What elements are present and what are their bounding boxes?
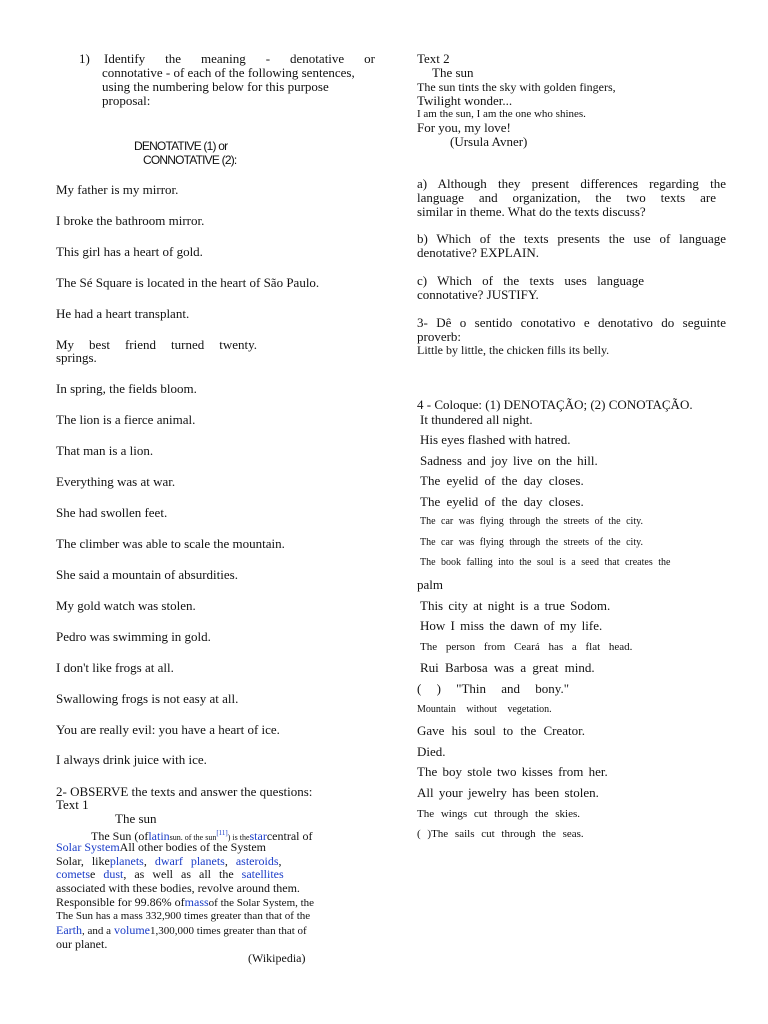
text-1-span: , — [224, 854, 228, 868]
question-a-text: language and organization, the two texts are — [417, 190, 716, 205]
text-1-title: The sun — [115, 811, 157, 826]
poem-author: (Ursula Avner) — [450, 134, 528, 149]
list-item: The eyelid of the day closes. — [420, 473, 584, 488]
list-item: How I miss the dawn of my life. — [420, 618, 603, 633]
list-item: Rui Barbosa was a great mind. — [420, 660, 595, 675]
question-3-text: proverb: — [417, 329, 462, 344]
sentence: She said a mountain of absurdities. — [56, 567, 238, 582]
poem-line: The sun tints the sky with golden fingers, — [417, 80, 616, 94]
sentence: I always drink juice with ice. — [56, 752, 207, 767]
poem-line: I am the sun, I am the one who shines. — [417, 108, 586, 120]
question-1-text: using the numbering below for this purpose — [102, 79, 329, 94]
question-1-text: Identify the meaning - denotative or — [104, 51, 375, 66]
volume-link[interactable]: volume — [114, 923, 151, 937]
question-4-heading: 4 - Coloque: (1) DENOTAÇÃO; (2) CONOTAÇÃO. — [417, 397, 693, 412]
text-1-span: of the Solar System, the — [208, 897, 315, 909]
list-item: The car was flying through the streets of the city. — [420, 516, 643, 527]
sentence: Pedro was swimming in gold. — [56, 629, 211, 644]
legend-connotative: CONNOTATIVE (2): — [143, 153, 237, 167]
text-1-span: , — [278, 854, 282, 868]
dust-link[interactable]: dust — [103, 867, 124, 881]
sentence: Swallowing frogs is not easy at all. — [56, 691, 239, 706]
poem-line: For you, my love! — [417, 120, 511, 135]
source-citation: (Wikipedia) — [248, 951, 306, 965]
text-1-span: , and a — [82, 925, 112, 937]
text-1-line — [56, 840, 266, 854]
question-b-text: b) Which of the texts presents the use of language — [417, 231, 726, 246]
text-1-line: associated with these bodies, revolve around them. — [56, 881, 300, 895]
sentence: The climber was able to scale the mountain. — [56, 536, 285, 551]
question-a-text: similar in theme. What do the texts discuss? — [417, 204, 646, 219]
list-item: ( )The sails cut through the seas. — [417, 828, 584, 840]
text-1-span: 1,300,000 times greater than that of — [150, 925, 307, 937]
question-1-text: connotative - of each of the following sentences, — [102, 65, 355, 80]
text-1-line: The Sun has a mass 332,900 times greater than that of the — [56, 910, 311, 922]
list-item: palm — [417, 577, 443, 592]
question-c-text: connotative? JUSTIFY. — [417, 287, 539, 302]
sentence: That man is a lion. — [56, 443, 154, 458]
sentence: Everything was at war. — [56, 474, 176, 489]
sentence: My father is my mirror. — [56, 182, 179, 197]
question-2-heading: 2- OBSERVE the texts and answer the questions: — [56, 784, 313, 799]
list-item: His eyes flashed with hatred. — [420, 432, 571, 447]
question-b-text: denotative? EXPLAIN. — [417, 245, 540, 260]
text-1-line — [56, 854, 281, 868]
legend-denotative: DENOTATIVE (1) or — [134, 139, 228, 153]
asteroids-link[interactable]: asteroids — [235, 854, 279, 868]
list-item: The eyelid of the day closes. — [420, 494, 584, 509]
text-1-span: , — [143, 854, 147, 868]
mass-link[interactable]: mass — [184, 895, 209, 909]
list-item: ( ) "Thin and bony." — [417, 681, 569, 696]
earth-link[interactable]: Earth — [56, 923, 82, 937]
sentence: My best friend turned twenty. — [56, 337, 257, 352]
text-1-line — [56, 867, 284, 881]
list-item: Gave his soul to the Creator. — [417, 723, 586, 738]
text-2-title: The sun — [432, 65, 474, 80]
satellites-link[interactable]: satellites — [241, 867, 284, 881]
text-1-span: e — [90, 867, 96, 881]
list-item: All your jewelry has been stolen. — [417, 785, 599, 800]
proverb: Little by little, the chicken fills its belly. — [417, 343, 610, 357]
question-number: 1) — [79, 51, 90, 66]
text-1-line — [56, 923, 307, 938]
latin-link[interactable]: latin — [148, 829, 170, 843]
sentence: The lion is a fierce animal. — [56, 412, 196, 427]
reference-link[interactable]: [11] — [216, 829, 228, 837]
sentence: She had swollen feet. — [56, 505, 168, 520]
text-1-span: The Sun (of — [91, 829, 149, 843]
text-1-span: Solar, like — [56, 854, 110, 868]
sentence: He had a heart transplant. — [56, 306, 190, 321]
sentence: springs. — [56, 350, 97, 365]
sentence: In spring, the fields bloom. — [56, 381, 197, 396]
sentence: The Sé Square is located in the heart of São Paulo. — [56, 275, 320, 290]
list-item: Sadness and joy live on the hill. — [420, 453, 598, 468]
sentence: My gold watch was stolen. — [56, 598, 196, 613]
poem-line: Twilight wonder... — [417, 93, 513, 108]
text-1-line: our planet. — [56, 937, 108, 951]
text-1-span: sun. of the sun — [169, 833, 217, 842]
dwarf-planets-link[interactable]: dwarf planets — [154, 854, 225, 868]
sentence: This girl has a heart of gold. — [56, 244, 203, 259]
list-item: The book falling into the soul is a seed that creates the — [420, 557, 671, 568]
star-link[interactable]: star — [249, 829, 267, 843]
text-1-span: central of — [266, 829, 313, 843]
list-item: This city at night is a true Sodom. — [420, 598, 611, 613]
text-1-span: , as well as all the — [123, 867, 234, 881]
text-1-span: ) is the — [227, 833, 250, 842]
planets-link[interactable]: planets — [109, 854, 144, 868]
list-item: The wings cut through the skies. — [417, 808, 580, 820]
question-a-text: a) Although they present differences regarding the — [417, 176, 726, 191]
text-1-line — [56, 895, 314, 910]
list-item: Mountain without vegetation. — [417, 704, 552, 715]
question-c-text: c) Which of the texts uses language — [417, 273, 644, 288]
text-2-label: Text 2 — [417, 51, 450, 66]
list-item: The person from Ceará has a flat head. — [420, 641, 633, 653]
text-1-span: Responsible for 99.86% of — [56, 895, 185, 909]
sentence: You are really evil: you have a heart of ice. — [56, 722, 280, 737]
comets-link[interactable]: comets — [56, 867, 90, 881]
question-3-text: 3- Dê o sentido conotativo e denotativo do seguinte — [417, 315, 726, 330]
list-item: It thundered all night. — [420, 412, 533, 427]
sentence: I don't like frogs at all. — [56, 660, 174, 675]
solar-system-link[interactable]: Solar System — [56, 840, 120, 854]
list-item: The boy stole two kisses from her. — [417, 764, 608, 779]
text-1-label: Text 1 — [56, 797, 89, 812]
sentence: I broke the bathroom mirror. — [56, 213, 205, 228]
list-item: The car was flying through the streets of the city. — [420, 537, 643, 548]
question-1-text: proposal: — [102, 93, 151, 108]
list-item: Died. — [417, 744, 446, 759]
text-1-span: All other bodies of the System — [119, 840, 266, 854]
